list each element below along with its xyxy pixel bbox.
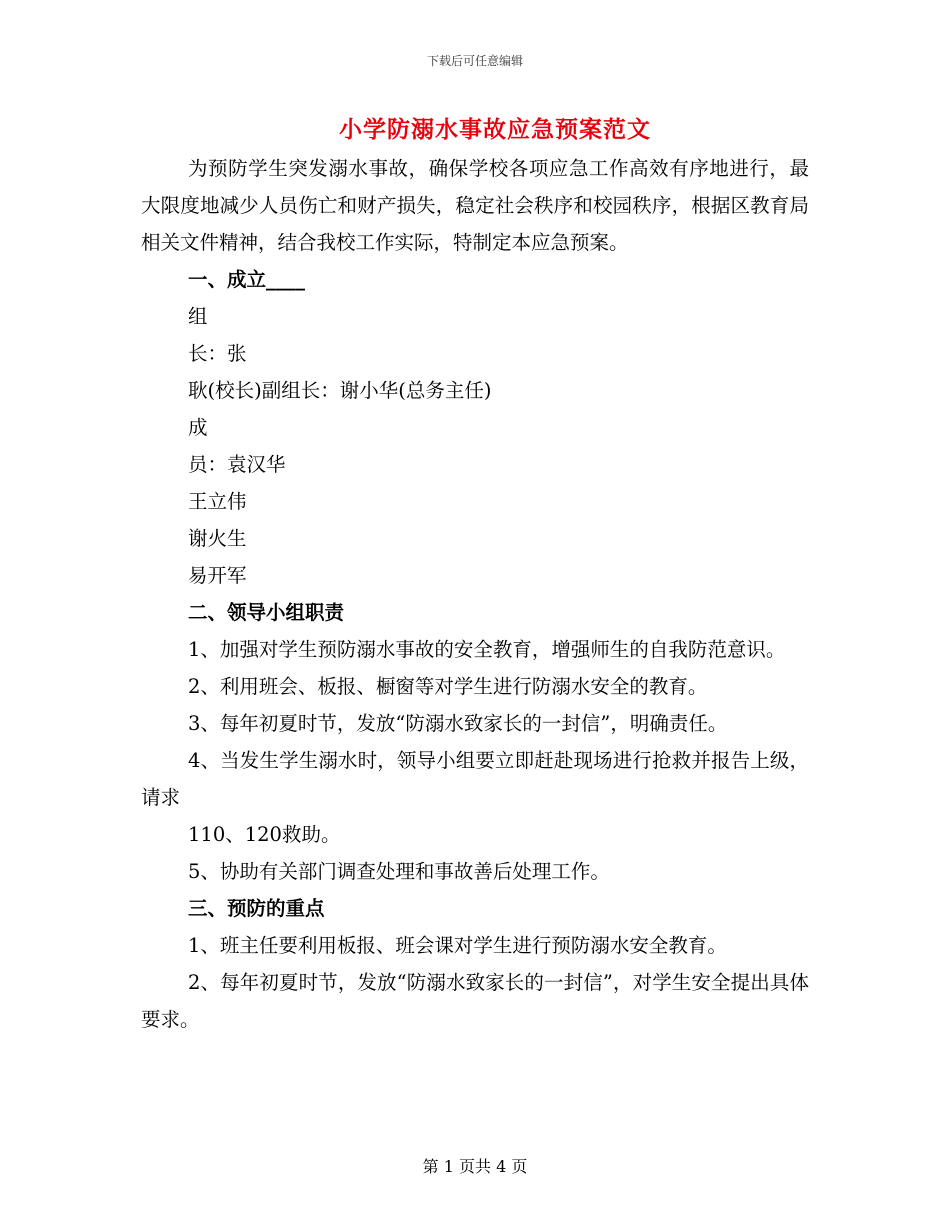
- section1-line: 员：袁汉华: [188, 453, 286, 476]
- section3-heading: 三、预防的重点: [188, 897, 325, 920]
- section1-line: 成: [188, 416, 208, 439]
- section1-line: 王立伟: [188, 490, 247, 513]
- section1-heading: 一、成立____: [188, 268, 306, 291]
- section2-heading: 二、领导小组职责: [188, 601, 345, 624]
- section2-item: 4、当发生学生溺水时，领导小组要立即赶赴现场进行抢救并报告上级，请求: [141, 749, 809, 809]
- header-note: 下载后可任意编辑: [426, 54, 523, 68]
- section1-line: 组: [188, 305, 208, 328]
- page-number: 第 1 页共 4 页: [422, 1157, 528, 1176]
- section2-item-continuation: 110、120救助。: [188, 823, 341, 846]
- section2-item: 3、每年初夏时节，发放“防溺水致家长的一封信”，明确责任。: [188, 712, 728, 735]
- section1-line: 谢火生: [188, 527, 247, 550]
- section3-item: 2、每年初夏时节，发放“防溺水致家长的一封信”，对学生安全提出具体要求。: [141, 971, 809, 1031]
- section1-line: 耿(校长)副组长：谢小华(总务主任): [188, 379, 492, 402]
- section2-item: 2、利用班会、板报、橱窗等对学生进行防溺水安全的教育。: [188, 675, 708, 698]
- section2-item: 5、协助有关部门调查处理和事故善后处理工作。: [188, 860, 610, 883]
- intro-paragraph: 为预防学生突发溺水事故，确保学校各项应急工作高效有序地进行，最大限度地减少人员伤亡和财产损失，稳定社会秩序和校园秩序，根据区教育局相关文件精神，结合我校工作实际，特制定本应急预案。: [141, 157, 809, 254]
- section1-line: 长：张: [188, 342, 247, 365]
- section3-item: 1、班主任要利用板报、班会课对学生进行预防溺水安全教育。: [188, 934, 727, 957]
- document-body: [141, 150, 809, 1038]
- section2-item: 1、加强对学生预防溺水事故的安全教育，增强师生的自我防范意识。: [188, 638, 786, 661]
- section1-line: 易开军: [188, 564, 247, 587]
- document-title: 小学防溺水事故应急预案范文: [339, 116, 651, 143]
